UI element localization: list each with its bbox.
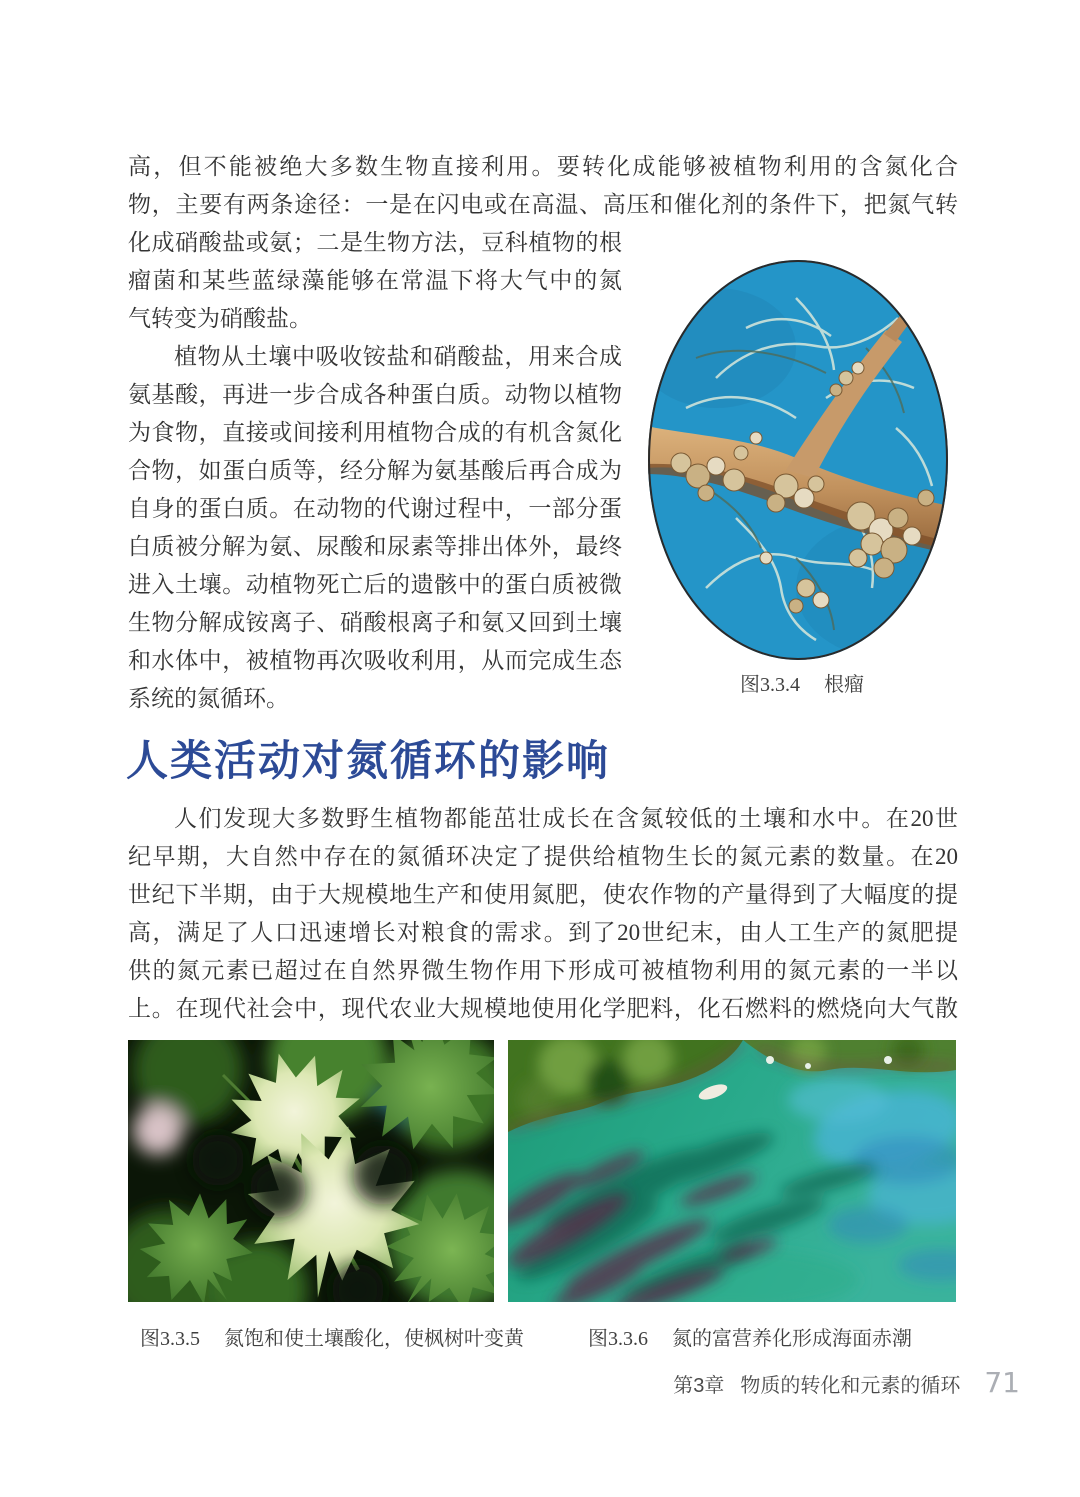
footer-chapter: 第3章 [673,1375,725,1397]
page-footer [0,1366,1020,1399]
text-line: 高，但不能被绝大多数生物直接利用。要转化成能够被植物利用的含氮化合 [128,154,958,179]
paragraph-2 [128,338,622,718]
red-tide-photo [508,1040,956,1302]
paragraph-1-wide [128,148,958,224]
figure-label: 图3.3.5 [140,1328,200,1350]
root-nodule-photo [646,258,950,662]
text-line: 和水体中，被植物再次吸收利用，从而完成生态 [128,648,622,673]
text-line: 进入土壤。动植物死亡后的遗骸中的蛋白质被微 [128,572,622,597]
figure-caption-336 [588,1322,912,1351]
text-line: 自身的蛋白质。在动物的代谢过程中，一部分蛋 [128,496,622,521]
text-line: 供的氮元素已超过在自然界微生物作用下形成可被植物利用的氮元素的一半以 [128,958,958,983]
paragraph-1-narrow [128,224,622,338]
figure-label: 图3.3.6 [588,1328,648,1350]
text-line: 纪早期，大自然中存在的氮循环决定了提供给植物生长的氮元素的数量。在20 [128,844,958,869]
text-line: 生物分解成铵离子、硝酸根离子和氨又回到土壤 [128,610,622,635]
text-line: 气转变为硝酸盐。 [128,306,312,331]
figure-label: 图3.3.4 [740,674,800,696]
text-line: 高，满足了人口迅速增长对粮食的需求。到了20世纪末，由人工生产的氮肥提 [128,920,958,945]
text-line: 人们发现大多数野生植物都能茁壮成长在含氮较低的土壤和水中。在20世 [174,806,958,831]
root-nodule-illustration [646,258,950,662]
figure-caption-text: 根瘤 [824,674,864,696]
text-line: 世纪下半期，由于大规模地生产和使用氮肥，使农作物的产量得到了大幅度的提 [128,882,958,907]
footer-page-number: 71 [984,1366,1020,1399]
maple-leaves-illustration [128,1040,494,1302]
paragraph-3 [128,800,958,1028]
text-line: 植物从土壤中吸收铵盐和硝酸盐，用来合成 [174,344,622,369]
maple-leaves-photo [128,1040,494,1302]
text-line: 化成硝酸盐或氨；二是生物方法，豆科植物的根 [128,230,622,255]
figure-caption-text: 氮的富营养化形成海面赤潮 [672,1328,912,1350]
red-tide-illustration [508,1040,956,1302]
text-line: 合物，如蛋白质等，经分解为氨基酸后再合成为 [128,458,622,483]
figure-caption-text: 氮饱和使土壤酸化，使枫树叶变黄 [224,1328,524,1350]
figure-caption-334 [740,668,864,697]
text-line: 瘤菌和某些蓝绿藻能够在常温下将大气中的氮 [128,268,622,293]
text-line: 上。在现代社会中，现代农业大规模地使用化学肥料，化石燃料的燃烧向大气散 [128,996,958,1021]
text-line: 氨基酸，再进一步合成各种蛋白质。动物以植物 [128,382,622,407]
text-line: 物，主要有两条途径：一是在闪电或在高温、高压和催化剂的条件下，把氮气转 [128,192,958,217]
footer-chapter-title: 物质的转化和元素的循环 [740,1375,961,1397]
text-line: 白质被分解为氨、尿酸和尿素等排出体外，最终 [128,534,622,559]
text-line: 系统的氮循环。 [128,686,289,711]
figure-caption-335 [140,1322,524,1351]
section-heading: 人类活动对氮循环的影响 [126,736,611,785]
text-line: 为食物，直接或间接利用植物合成的有机含氮化 [128,420,622,445]
